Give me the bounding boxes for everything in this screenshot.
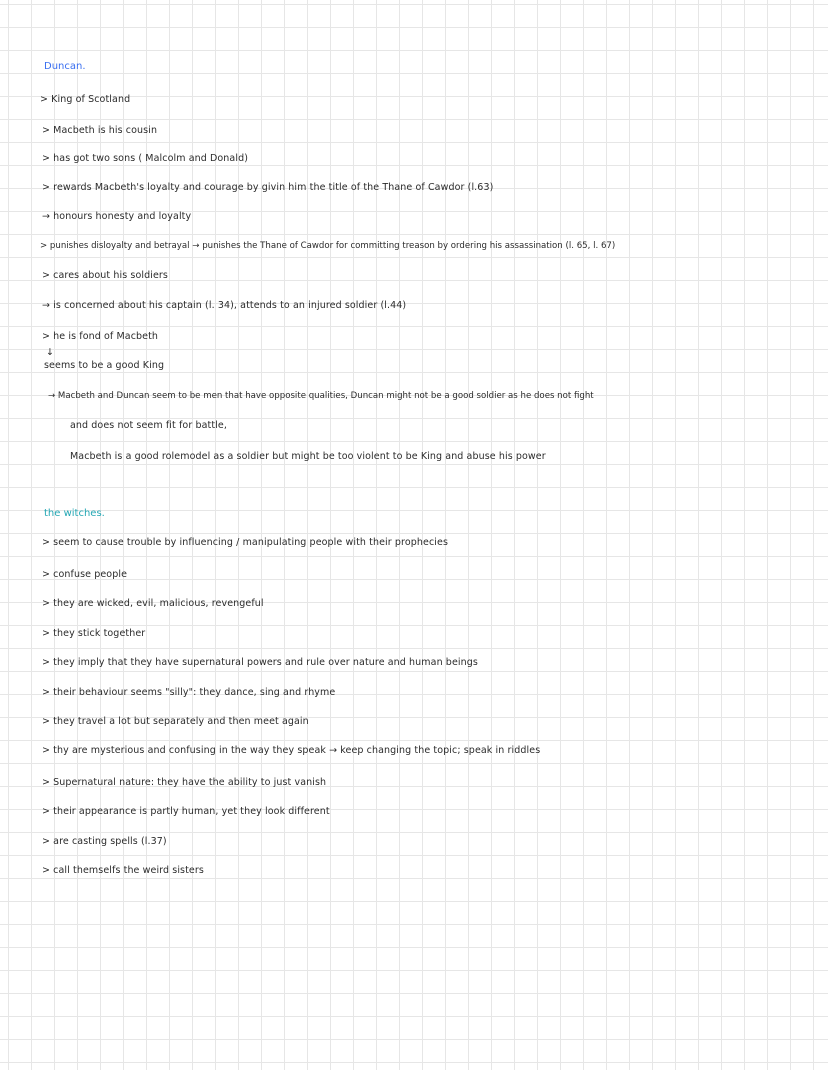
duncan-line: > has got two sons ( Malcolm and Donald) <box>42 153 249 164</box>
duncan-line: > he is fond of Macbeth <box>42 331 159 342</box>
duncan-line: ↓ <box>46 347 55 358</box>
witches-line: > confuse people <box>42 569 128 580</box>
duncan-line: → honours honesty and loyalty <box>42 211 192 222</box>
witches-line: > they are wicked, evil, malicious, revengeful <box>42 598 264 609</box>
duncan-line: and does not seem fit for battle, <box>70 420 227 431</box>
duncan-line: > rewards Macbeth's loyalty and courage by givin him the title of the Thane of Cawdor (l.63) <box>42 182 494 193</box>
witches-line: > their appearance is partly human, yet they look different <box>42 806 330 817</box>
witches-heading: the witches. <box>44 508 105 519</box>
duncan-line: > King of Scotland <box>40 94 131 105</box>
witches-line: > seem to cause trouble by influencing / manipulating people with their prophecies <box>42 537 449 548</box>
duncan-line: → Macbeth and Duncan seem to be men that have opposite qualities, Duncan might not be a good soldier as he does not fight <box>48 391 594 401</box>
duncan-heading: Duncan. <box>44 61 86 72</box>
duncan-line: Macbeth is a good rolemodel as a soldier but might be too violent to be King and abuse his power <box>70 451 546 462</box>
duncan-line: > punishes disloyalty and betrayal → punishes the Thane of Cawdor for committing treason by ordering his assassination (l. 65, l. 67) <box>40 241 616 251</box>
duncan-line: > cares about his soldiers <box>42 270 168 281</box>
witches-line: > their behaviour seems "silly": they dance, sing and rhyme <box>42 687 336 698</box>
duncan-line: seems to be a good King <box>44 360 165 371</box>
witches-line: > call themselfs the weird sisters <box>42 865 204 876</box>
duncan-line: → is concerned about his captain (l. 34), attends to an injured soldier (l.44) <box>42 300 407 311</box>
witches-line: > they imply that they have supernatural powers and rule over nature and human beings <box>42 657 478 668</box>
witches-line: > Supernatural nature: they have the ability to just vanish <box>42 777 327 788</box>
duncan-line: > Macbeth is his cousin <box>42 125 158 136</box>
witches-line: > they stick together <box>42 628 146 639</box>
witches-line: > they travel a lot but separately and then meet again <box>42 716 309 727</box>
witches-line: > are casting spells (l.37) <box>42 836 167 847</box>
witches-line: > thy are mysterious and confusing in the way they speak → keep changing the topic; speak in riddles <box>42 745 541 756</box>
